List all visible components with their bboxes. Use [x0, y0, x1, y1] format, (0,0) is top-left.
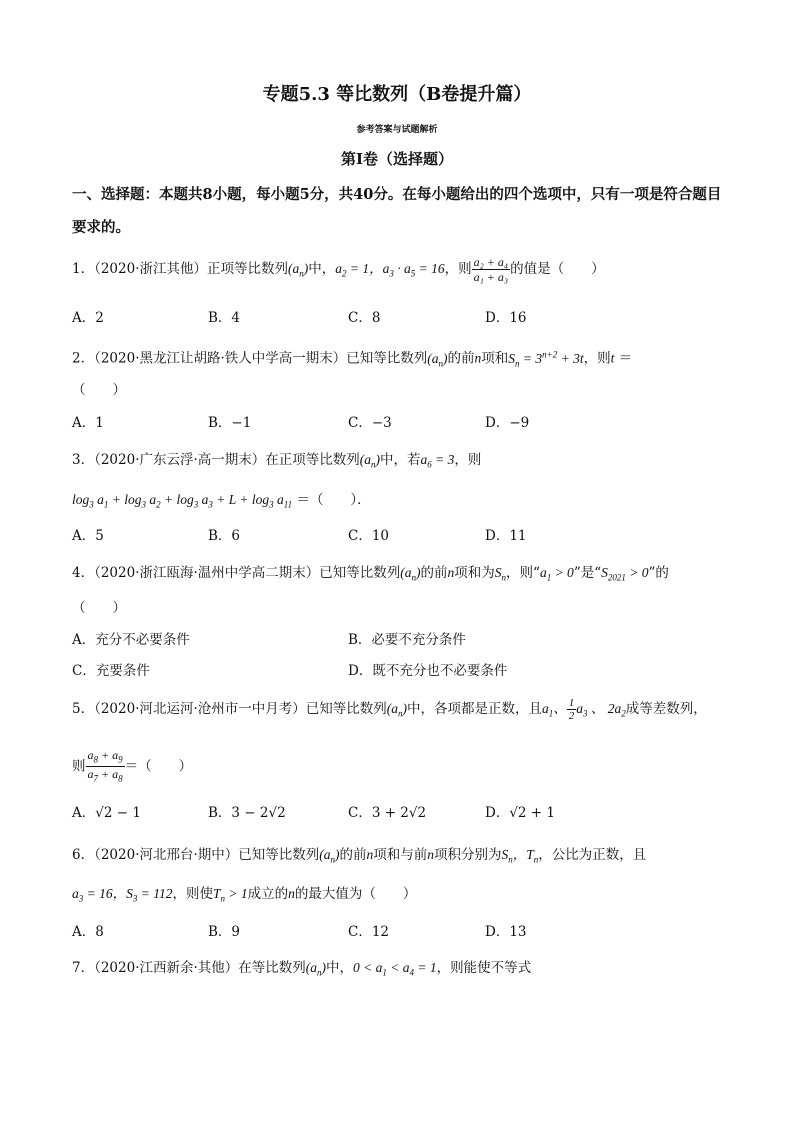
question-4-blank: （ ） [72, 600, 126, 616]
option-c: C．充要条件 [72, 663, 150, 679]
option-d: D．−9 [485, 415, 530, 431]
option-b: B．必要不充分条件 [348, 632, 466, 648]
option-b: B．−1 [208, 415, 252, 431]
page-subtitle: 参考答案与试题解析 [356, 125, 438, 135]
question-5-stem: 5．（2020·河北运河·沧州市一中月考）已知等比数列$(a_n)$中，各项都是正数，且$a_1$、 $\frac{1}{2}$ $a_3$ 、 $2a_2$成等差数列， [72, 697, 707, 722]
option-b: B．9 [208, 924, 241, 940]
option-c: C．−3 [348, 415, 392, 431]
question-4-stem: 4．（2020·浙江瓯海·温州中学高二期末）已知等比数列$(a_n)$的前n项和为$S_n$，则“$a_1 > 0$”是“$S_{2021} > 0$”的 [72, 565, 669, 583]
fraction: $\frac{a_8 + a_9}{a_7 + a_8}$ [87, 748, 123, 784]
option-b: B．6 [208, 528, 241, 544]
option-a: A．1 [72, 415, 104, 431]
option-c: C．3 + 2√2 [348, 805, 427, 821]
option-a: A．充分不必要条件 [72, 632, 190, 648]
question-3-expression: $\log_3 a_1 + \log_3 a_2 + \log_3 a_3 + L + \log_3 a_{11}$ ＝（ ）． [72, 492, 371, 510]
option-a: A．2 [72, 310, 104, 326]
option-b: B．4 [208, 310, 241, 326]
question-2-blank: （ ） [72, 382, 126, 398]
option-d: D．13 [485, 924, 527, 940]
section-intro: 一、选择题：本题共8小题，每小题5分，共40分。在每小题给出的四个选项中，只有一项是符合题目要求的。 [72, 186, 722, 236]
question-6-stem: 6．（2020·河北邢台·期中）已知等比数列$(a_n)$的前n项和与前n项积分别为$S_n$，$T_n$，公比为正数，且 [72, 847, 647, 865]
fraction: $\frac{\text{a₂ + a₄}}{\text{a₁ + a₃}}$ [473, 255, 509, 284]
option-d: D．√2 + 1 [485, 805, 555, 821]
option-a: A．√2 − 1 [72, 805, 141, 821]
option-d: D．既不充分也不必要条件 [348, 663, 508, 679]
question-5-expression: 则 $\frac{a_8 + a_9}{a_7 + a_8}$ ＝（ ） [72, 748, 193, 784]
fraction: $\frac{1}{2}$ [568, 697, 575, 722]
question-6-stem-2: $a_3 = 16$，$S_3 = 112$，则使$T_n > 1$成立的n的最大值为（ ） [72, 886, 417, 904]
option-b: B．3 − 2√2 [208, 805, 286, 821]
page-title: 专题5.3 等比数列（B卷提升篇） [262, 84, 532, 105]
option-d: D．16 [485, 310, 527, 326]
option-a: A．8 [72, 924, 104, 940]
option-c: C．8 [348, 310, 381, 326]
question-3-stem: 3．（2020·广东云浮·高一期末）在正项等比数列$(a_n)$中，若$a_6 = 3$，则 [72, 452, 482, 470]
option-d: D．11 [485, 528, 527, 544]
option-c: C．10 [348, 528, 390, 544]
question-2-stem: 2．（2020·黑龙江让胡路·铁人中学高一期末）已知等比数列$(a_n)$的前n项和$S_n = 3^{n+2} + 3t$，则t ＝ [72, 349, 633, 369]
part-heading: 第Ⅰ卷（选择题） [340, 150, 454, 168]
option-c: C．12 [348, 924, 390, 940]
question-7-stem: 7．（2020·江西新余·其他）在等比数列$(a_n)$中，$0 < a_1 < a_4 = 1$，则能使不等式 [72, 960, 532, 978]
option-a: A．5 [72, 528, 104, 544]
question-1-stem: 1．（2020·浙江其他）正项等比数列$(a_n)$中，$a_2 = 1$，$a_3 \cdot a_5 = 16$，则 $\frac{\text{a₂ + a₄}}{\text{a₁ + a₃}}$ 的值是（ ） [72, 255, 605, 284]
